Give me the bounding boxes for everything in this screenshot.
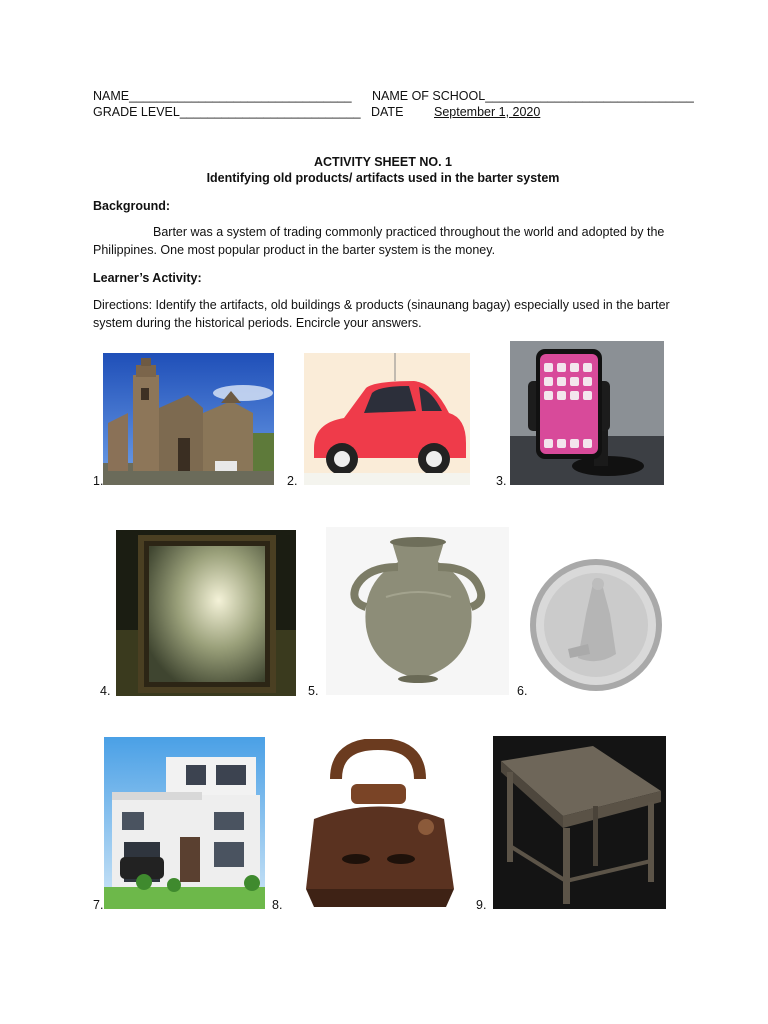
item-number-7: 7. xyxy=(93,898,104,912)
modern-house-image[interactable] xyxy=(104,737,265,909)
clay-jar-image[interactable] xyxy=(326,527,509,695)
item-number-1: 1. xyxy=(93,474,104,488)
mirror-image[interactable] xyxy=(116,530,296,696)
date-value: September 1, 2020 xyxy=(434,105,541,119)
item-number-4: 4. xyxy=(100,684,111,698)
school-field xyxy=(372,88,694,105)
grade-blank[interactable]: __________________________ xyxy=(179,105,361,119)
church-image[interactable] xyxy=(103,353,274,485)
activity-subtitle: Identifying old products/ artifacts used in the barter system xyxy=(206,171,560,185)
item-number-9: 9. xyxy=(476,898,487,912)
car-image[interactable] xyxy=(304,353,470,485)
school-label: NAME OF SCHOOL xyxy=(372,89,486,103)
wooden-table-image[interactable] xyxy=(493,736,666,909)
name-blank[interactable]: ________________________________ xyxy=(129,89,352,103)
background-heading: Background: xyxy=(93,199,171,213)
activity-title: ACTIVITY SHEET NO. 1 xyxy=(314,155,452,169)
name-field xyxy=(93,88,352,105)
old-iron-image[interactable] xyxy=(296,739,459,909)
item-number-8: 8. xyxy=(272,898,283,912)
school-blank[interactable]: ______________________________ xyxy=(485,89,694,103)
activity-heading: Learner’s Activity: xyxy=(93,271,202,285)
directions-text: Directions: Identify the artifacts, old buildings & products (sinaunang bagay) especially used in the barter system during the historical periods. Encircle your answers. xyxy=(93,298,670,330)
date-label: DATE xyxy=(371,105,404,119)
item-number-3: 3. xyxy=(496,474,507,488)
grade-label: GRADE LEVEL xyxy=(93,105,180,119)
background-text: Barter was a system of trading commonly practiced throughout the world and adopted by the Philippines. One most popular product in the barter system is the money. xyxy=(93,225,665,257)
silver-coin-image[interactable] xyxy=(528,554,665,696)
item-number-5: 5. xyxy=(308,684,319,698)
smartphone-image[interactable] xyxy=(510,341,664,485)
item-number-2: 2. xyxy=(287,474,298,488)
grade-field xyxy=(93,104,361,121)
name-label: NAME xyxy=(93,89,130,103)
item-number-6: 6. xyxy=(517,684,528,698)
